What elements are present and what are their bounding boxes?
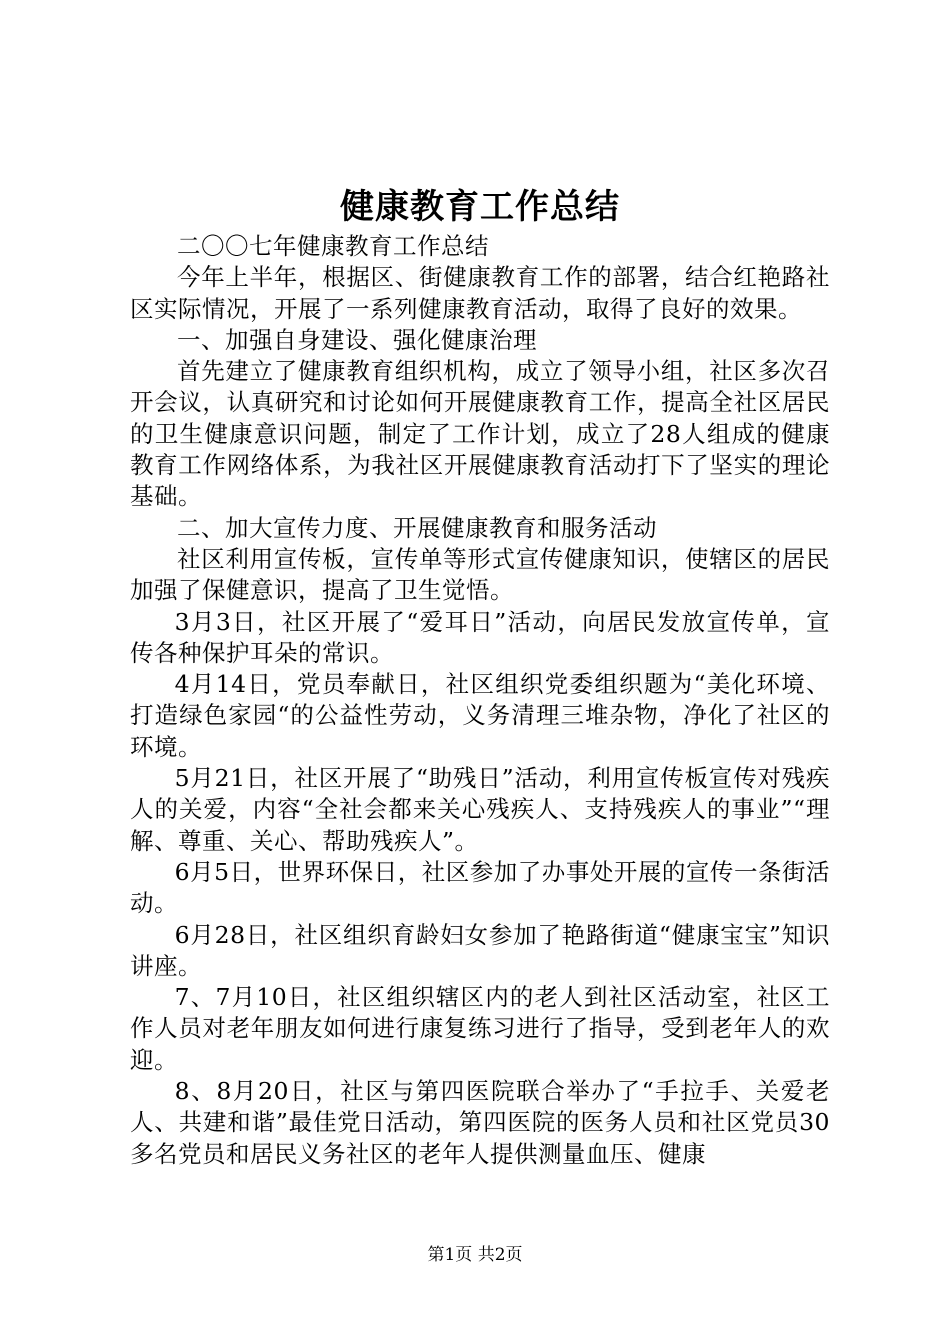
paragraph-hospital-event: 8、8月20日，社区与第四医院联合举办了“手拉手、关爱老人、共建和谐”最佳党日活动，第四医院的医务人员和社区党员30多名党员和居民义务社区的老年人提供测量血压、健康 — [130, 1077, 830, 1168]
paragraph-party-day: 4月14日，党员奉献日，社区组织党委组织题为“美化环境、打造绿色家园“的公益性劳动，义务清理三堆杂物，净化了社区的环境。 — [130, 670, 830, 761]
paragraph-section-2: 社区利用宣传板，宣传单等形式宣传健康知识，使辖区的居民加强了保健意识，提高了卫生觉悟。 — [130, 544, 830, 605]
section-heading-2: 二、加大宣传力度、开展健康教育和服务活动 — [177, 513, 657, 542]
paragraph-ear-day: 3月3日，社区开展了“爱耳日”活动，向居民发放宣传单，宣传各种保护耳朵的常识。 — [130, 607, 830, 667]
section-heading-1: 一、加强自身建设、强化健康治理 — [177, 325, 537, 354]
paragraph-intro: 今年上半年，根据区、街健康教育工作的部署，结合红艳路社区实际情况，开展了一系列健康教育活动，取得了良好的效果。 — [130, 263, 830, 323]
page-footer: 第1页 共2页 — [427, 1245, 523, 1265]
paragraph-subtitle: 二〇〇七年健康教育工作总结 — [177, 232, 489, 260]
paragraph-baby-lecture: 6月28日，社区组织育龄妇女参加了艳路街道“健康宝宝”知识讲座。 — [130, 920, 830, 980]
paragraph-section-1: 首先建立了健康教育组织机构，成立了领导小组，社区多次召开会议，认真研究和讨论如何开展健康教育工作，提高全社区居民的卫生健康意识问题，制定了工作计划，成立了28人组成的健康教育工作网络体系，为我社区开展健康教育活动打下了坚实的理论基础。 — [130, 357, 830, 511]
paragraph-environment-day: 6月5日，世界环保日，社区参加了办事处开展的宣传一条街活动。 — [130, 857, 830, 918]
paragraph-disability-day: 5月21日，社区开展了“助残日”活动，利用宣传板宣传对残疾人的关爱，内容“全社会都来关心残疾人、支持残疾人的事业”“理解、尊重、关心、帮助残疾人”。 — [130, 764, 830, 855]
paragraph-elderly-rehab: 7、7月10日，社区组织辖区内的老人到社区活动室，社区工作人员对老年朋友如何进行康复练习进行了指导，受到老年人的欢迎。 — [130, 983, 830, 1074]
document-title: 健康教育工作总结 — [340, 187, 620, 227]
document-body — [130, 231, 830, 1170]
